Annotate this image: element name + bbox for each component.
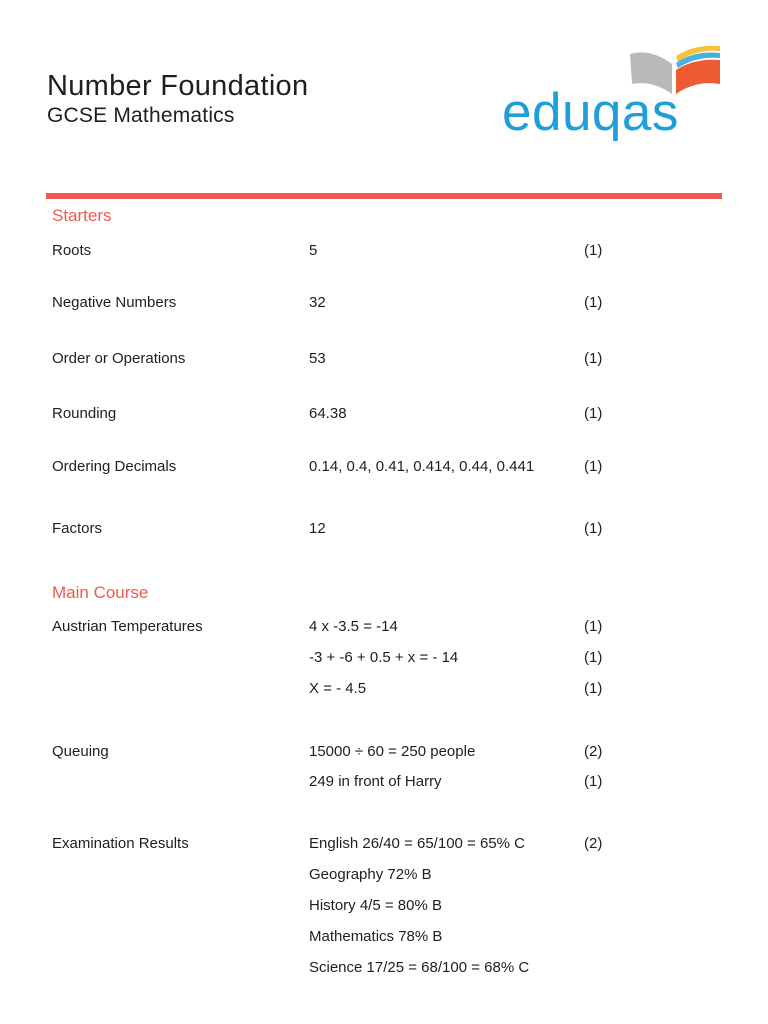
- answer-text: 0.14, 0.4, 0.41, 0.414, 0.44, 0.441: [309, 458, 535, 475]
- topic-label: Roots: [52, 242, 92, 259]
- answer-text: 249 in front of Harry: [309, 773, 442, 790]
- logo-wordmark: eduqas: [502, 83, 679, 142]
- mark-value: (1): [584, 649, 603, 666]
- topic-label: Rounding: [52, 405, 117, 422]
- answer-text: History 4/5 = 80% B: [309, 897, 442, 914]
- topic-label: Factors: [52, 520, 103, 537]
- answer-text: Mathematics 78% B: [309, 928, 443, 945]
- section-heading-main-course: Main Course: [52, 583, 149, 602]
- answer-text: 4 x -3.5 = -14: [309, 618, 398, 635]
- answer-text: X = - 4.5: [309, 680, 367, 697]
- topic-label: Order or Operations: [52, 350, 186, 367]
- answer-text: Geography 72% B: [309, 866, 432, 883]
- answer-text: 12: [309, 520, 326, 537]
- mark-value: (1): [584, 294, 603, 311]
- document-subtitle: GCSE Mathematics: [47, 104, 235, 127]
- document-title: Number Foundation: [47, 70, 309, 102]
- mark-value: (1): [584, 520, 603, 537]
- answer-text: English 26/40 = 65/100 = 65% C: [309, 835, 525, 852]
- eduqas-logo: [498, 40, 728, 150]
- answer-text: -3 + -6 + 0.5 + x = - 14: [309, 649, 459, 666]
- answer-text: 5: [309, 242, 318, 259]
- mark-value: (2): [584, 835, 603, 852]
- section-heading-starters: Starters: [52, 206, 112, 225]
- topic-label: Austrian Temperatures: [52, 618, 203, 635]
- mark-value: (1): [584, 773, 603, 790]
- topic-label: Queuing: [52, 743, 109, 760]
- mark-value: (2): [584, 743, 603, 760]
- mark-value: (1): [584, 680, 603, 697]
- mark-value: (1): [584, 242, 603, 259]
- answer-text: 32: [309, 294, 326, 311]
- mark-value: (1): [584, 350, 603, 367]
- topic-label: Negative Numbers: [52, 294, 177, 311]
- answer-text: 64.38: [309, 405, 347, 422]
- answer-text: Science 17/25 = 68/100 = 68% C: [309, 959, 530, 976]
- topic-label: Ordering Decimals: [52, 458, 177, 475]
- mark-value: (1): [584, 405, 603, 422]
- mark-value: (1): [584, 458, 603, 475]
- header-divider: [46, 193, 722, 199]
- topic-label: Examination Results: [52, 835, 189, 852]
- answer-text: 15000 ÷ 60 = 250 people: [309, 743, 476, 760]
- answer-text: 53: [309, 350, 326, 367]
- mark-value: (1): [584, 618, 603, 635]
